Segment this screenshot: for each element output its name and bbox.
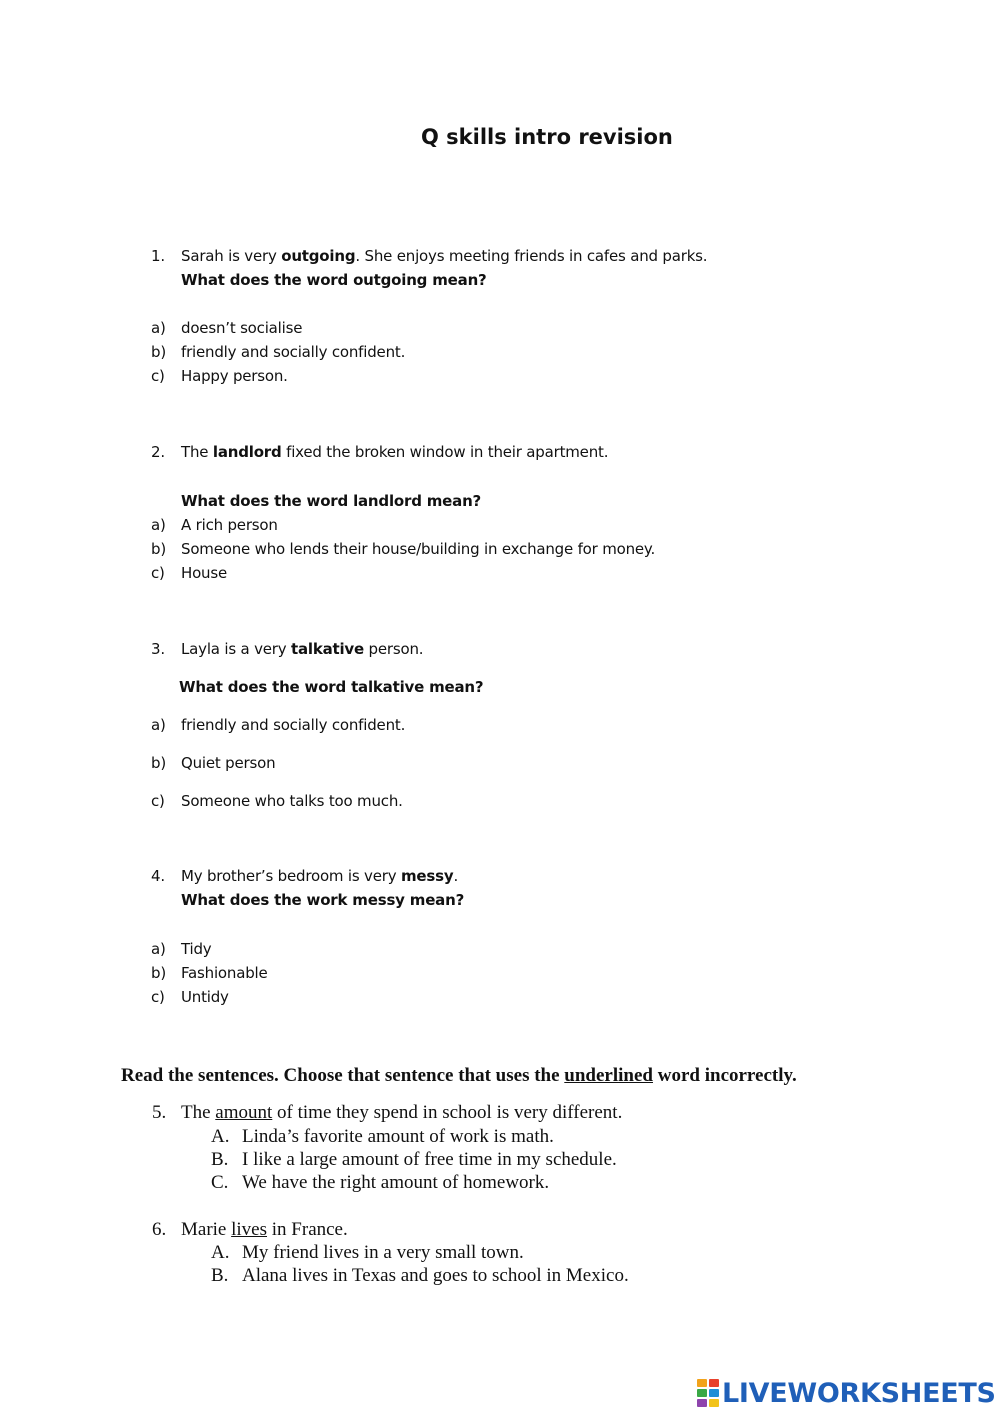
q6-text-pre: Marie [181,1219,232,1240]
q2-option-c[interactable]: House [181,564,228,582]
instruction-underlined: underlined [564,1065,653,1086]
q4-text-post: . [453,867,459,885]
q6-option-b[interactable]: Alana lives in Texas and goes to school in Mexico. [242,1265,629,1286]
q5-option-b[interactable]: I like a large amount of free time in my schedule. [242,1149,617,1170]
logo-block-icon [697,1389,707,1397]
q6-text-post: in France. [267,1219,348,1240]
instruction-pre: Read the sentences. Choose that sentence that uses the [121,1065,565,1086]
q6-underlined-word: lives [231,1219,268,1240]
q5-option-b-letter: B. [211,1149,229,1170]
q3-option-a-letter: a) [151,716,166,734]
q5-option-a[interactable]: Linda’s favorite amount of work is math. [242,1126,554,1147]
q4-keyword: messy [400,867,454,885]
question-3-prompt: What does the word talkative mean? [179,678,484,696]
section-instruction [121,1066,797,1085]
logo-block-icon [697,1399,707,1407]
q5-option-a-letter: A. [211,1126,230,1147]
logo-block-icon [709,1399,719,1407]
logo-block-icon [709,1389,719,1397]
question-3-number: 3. [151,640,165,658]
q1-text-pre: Sarah is very [181,247,282,265]
q4-option-a[interactable]: Tidy [181,940,212,958]
question-4-sentence [181,869,458,884]
q2-keyword: landlord [212,443,282,461]
q5-underlined-word: amount [215,1102,273,1123]
q6-option-a[interactable]: My friend lives in a very small town. [242,1242,524,1263]
q2-option-b-letter: b) [151,540,166,558]
q3-option-b-letter: b) [151,754,166,772]
q3-option-b[interactable]: Quiet person [181,754,276,772]
liveworksheets-logo[interactable] [697,1376,996,1410]
q6-option-b-letter: B. [211,1265,229,1286]
q6-option-a-letter: A. [211,1242,230,1263]
q3-option-a[interactable]: friendly and socially confident. [181,716,406,734]
question-2-sentence [181,445,608,460]
instruction-post: word incorrectly. [653,1065,797,1086]
q4-text-pre: My brother’s bedroom is very [181,867,401,885]
q4-option-b[interactable]: Fashionable [181,964,268,982]
q1-keyword: outgoing [281,247,356,265]
logo-block-icon [709,1379,719,1387]
q3-option-c[interactable]: Someone who talks too much. [181,792,403,810]
q2-option-a-letter: a) [151,516,166,534]
question-1-prompt: What does the word outgoing mean? [181,271,487,289]
q1-option-c[interactable]: Happy person. [181,367,288,385]
page-title: Q skills intro revision [421,125,673,149]
question-5-number: 5. [152,1102,167,1123]
q1-option-a-letter: a) [151,319,166,337]
q1-text-post: . She enjoys meeting friends in cafes and parks. [355,247,708,265]
q2-option-a[interactable]: A rich person [181,516,278,534]
logo-text: LIVEWORKSHEETS [722,1377,996,1409]
q1-option-b-letter: b) [151,343,166,361]
q5-text-post: of time they spend in school is very different. [272,1102,623,1123]
q3-text-pre: Layla is a very [181,640,291,658]
q3-option-c-letter: c) [151,792,165,810]
question-2-prompt: What does the word landlord mean? [181,492,482,510]
q1-option-c-letter: c) [151,367,165,385]
question-6-sentence [181,1220,348,1239]
question-5-sentence [181,1103,622,1122]
question-4-number: 4. [151,867,165,885]
q2-text-pre: The [181,443,213,461]
q4-option-c-letter: c) [151,988,165,1006]
q4-option-b-letter: b) [151,964,166,982]
q3-keyword: talkative [290,640,364,658]
question-2-number: 2. [151,443,165,461]
question-3-sentence [181,642,423,657]
question-4-prompt: What does the work messy mean? [181,891,465,909]
question-6-number: 6. [152,1219,167,1240]
q5-option-c-letter: C. [211,1172,229,1193]
q4-option-c[interactable]: Untidy [181,988,229,1006]
q4-option-a-letter: a) [151,940,166,958]
q2-option-c-letter: c) [151,564,165,582]
q3-text-post: person. [363,640,424,658]
question-1-sentence [181,249,707,264]
q1-option-a[interactable]: doesn’t socialise [181,319,303,337]
q2-text-post: fixed the broken window in their apartment. [281,443,609,461]
logo-block-icon [697,1379,707,1387]
q1-option-b[interactable]: friendly and socially confident. [181,343,406,361]
q5-text-pre: The [181,1102,216,1123]
q5-option-c[interactable]: We have the right amount of homework. [242,1172,550,1193]
question-1-number: 1. [151,247,165,265]
q2-option-b[interactable]: Someone who lends their house/building in exchange for money. [181,540,656,558]
liveworksheets-icon [697,1379,719,1407]
